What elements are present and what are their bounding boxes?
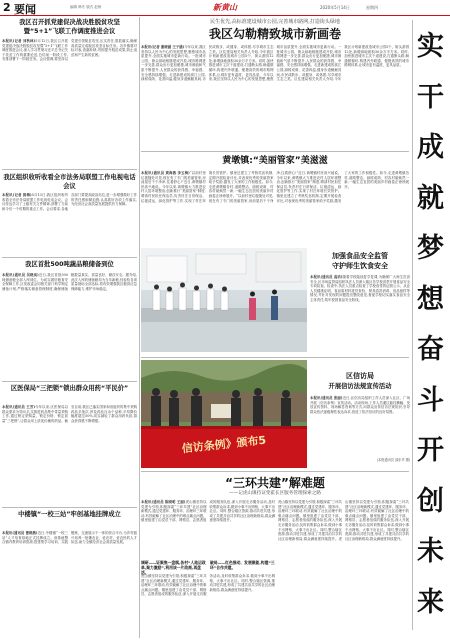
left-column <box>2 17 137 638</box>
slogan-char: 未 <box>417 536 444 568</box>
issue-date: 2020年5月14日 <box>320 5 350 10</box>
food-headline-1: 加强食品安全监管 <box>332 252 388 260</box>
slogan-char: 就 <box>417 182 444 214</box>
vertical-slogan <box>412 20 448 630</box>
slogan-char: 创 <box>417 485 444 517</box>
story-3-body: 本报讯(通讯员 吴晓岚)近日,我区首批500吨储备粮全部入库到位。为切实做好粮食安全保障工作,区发改委会同相关部门科学制定储备计划,严格落实储备管理制度,确保储备粮数量真实、质量良好、储存安全。据介绍,此次入库的储备粮均为当年新粮,经检验各项质量指标全部达标,将有效增强我区粮食应急保障能力,维护市场稳定。 <box>2 273 137 291</box>
bottom-body-right: 虎山镇坚持以党建为引领,积极探索“三环共建”社区治理新模式,通过党建环、服务环、治理环三环联动,有效破解了社区治理中的难点痛点问题。镇里组建了由党员干部、网格员、志愿者组成的服务队伍,深入开展走访服务活动,及时收集群众诉求,做到小事不出网格、大事不出社区。同时,整合辖区资源,推动共驻共建,形成了共建共治共享的社区治理新格局,群众满意度持续提升。虎山镇坚持以党建为引领,积极探索“三环共建”社区治理新模式,通过党建环、服务环、治理环三环联动,有效破解了社区治理中的难点痛点问题。镇里组建了由党员干部、网格员、志愿者组成的服务队伍,深入开展走访服务活动,及时收集群众诉求,做到小事不出网格、大事不出社区。同时,整合辖区资源,推动共驻共建,形成了共建共治共享的社区治理新格局,群众满意度持续提升。 <box>278 500 409 541</box>
section-title: 要闻 <box>14 3 36 16</box>
slogan-char: 来 <box>417 586 444 618</box>
visit-photo-credit: (本报通讯员 邵东华 摄) <box>376 458 410 462</box>
food-headline-2: 守护师生饮食安全 <box>332 262 388 270</box>
food-body: 本报讯(通讯员 高洁)随着学校陆续复学复课,为确保广大师生饮食安全,区市场监管局组织执法人员深入辖区各学校食堂开展食品安全专项检查。检查中,执法人员重点检查了学校食堂的证照公示、从业人员健康证明、食品原材料进货查验、餐具清洗消毒、食品留样等情况,并针对发现的问题提出整改意见,督促学校切实落实食品安全主体责任,筑牢校园食品安全防线。 <box>310 275 411 302</box>
slogan-char: 成 <box>417 132 444 164</box>
bottom-headline: “三环共建”解难题 <box>225 476 325 490</box>
slogan-char: 梦 <box>417 233 444 265</box>
slogan-char: 开 <box>417 435 444 467</box>
lead-headline: 我区勾勒精致城市新画卷 <box>208 27 341 41</box>
story-4-headline: 区医保局“三把锁”锁出群众用药“平民价” <box>10 385 129 392</box>
story-5-body: 本报讯(通讯员 曹晓燕)近日,中楼镇“一校三站”人才培育基地正式挂牌成立。该基地整合镇内教育培训资源,搭建集学习培训、实践锻炼、交流展示于一体的综合平台,为乡村振兴培养一批懂农业、爱农村、爱农民的人才队伍,助力全镇经济社会高质量发展。 <box>2 531 137 545</box>
visit-headline-1: 区信访局 <box>346 372 374 380</box>
bottom-subheadline: ——记虎山镇持证变霍长区服务管理探索之路 <box>229 491 321 496</box>
lead-kicker: 民生优先,高标准建设城市公园,完善城市路网,打造街头绿地 <box>210 19 340 25</box>
page-number: 2 <box>3 1 11 14</box>
photo-petition-campaign <box>141 360 307 468</box>
story-2-headline: 我区组织收听收看全市法务局联盟工作电视电话会议 <box>3 174 136 190</box>
editors: 编辑 韩冬 版式 赵杨 <box>70 5 102 9</box>
masthead <box>0 0 450 16</box>
banner-text: 信访条例》颁布5 <box>181 433 267 456</box>
visit-body: 本报讯(通讯员 张丽)近日,区信访局组织工作人员深入社区、广场开展《信访条例》宣传活动。活动现场,工作人员通过悬挂横幅、发放宣传资料、现场解答咨询等方式,向群众宣传信访法规知识,引导群众依法逐级理性表达诉求,营造了依法信访的良好氛围。 <box>310 396 411 414</box>
slogan-char: 实 <box>417 31 444 62</box>
bottom-body-lower: 虎山镇坚持以党建为引领,积极探索“三环共建”社区治理新模式,通过党建环、服务环、治理环三环联动,有效破解了社区治理中的难点痛点问题。镇里组建了由党员干部、网格员、志愿者组成的服务队伍,深入开展走访服务活动,及时收集群众诉求,做到小事不出网格、大事不出社区。同时,整合辖区资源,推动共驻共建,形成了共建共治共享的社区治理新格局,群众满意度持续提升。 <box>141 574 275 597</box>
story-4-body: 本报讯(通讯员 王芳)今年以来,区医保局以群众需求为导向,扎实推进药品集中带量采购工作,通过锁定采购量、锁定价格、锁定质量“三把锁”,让群众用上质优价廉的药品。截至目前,我区已落实国家和省组织的集中采购药品多批次,涉及药品百余个品种,平均降价幅度超过50%,切实减轻了群众用药负担,群众获得感不断增强。 <box>2 405 137 423</box>
slogan-char: 奋 <box>417 334 444 366</box>
story-1-body: 本报讯(记者 刘秋林)5月12日,我区召开抓党建促决战决胜脱贫攻坚暨“5+1”飞联工作调度推进会议,深入学习贯彻习近平总书记关于扶贫工作的重要论述,总结前一阶段工作,安排部署下一阶段任务。会议强调,要坚持以党建引领脱贫攻坚,压实责任,狠抓落实,确保高质量完成脱贫攻坚目标任务。各乡镇要对标对表,查漏补缺,巩固提升脱贫成果,防止返贫和产生新的贫困。 <box>2 39 137 62</box>
story-5-headline: 中楼镇“一校三站”牢创基地挂牌成立 <box>18 511 121 518</box>
bottom-quote-2: 破局——红色推动、发展聚能,构建“三环”合作共建。 <box>210 560 275 570</box>
bottom-body-left: 本报讯(通讯员 陈晓明 王丽)虎山镇坚持以党建为引领,积极探索“三环共建”社区治理新模式,通过党建环、服务环、治理环三环联动,有效破解了社区治理中的难点痛点问题。镇里组建了由党员干部、网格员、志愿者组成的服务队伍,深入开展走访服务活动,及时收集群众诉求,做到小事不出网格、大事不出社区。同时,整合辖区资源,推动共驻共建,形成了共建共治共享的社区治理新格局,群众满意度持续提升。 <box>141 500 275 523</box>
story-1-headline: 我区召开抓党建促决战决胜脱贫攻坚暨“5+1”飞联工作调度推进会议 <box>19 19 120 35</box>
lead-body: 本报讯(记者 谢晓涵 王子涵)今年以来,我区坚持以人民为中心的发展思想,聚焦城市品质提升,全面实施城市更新行动。一批城市公园、街头绿地相继建成开放,城市路网进一步完善,群众出行更加便捷,城市颜值和气质不断提升,人民群众的获得感、幸福感、安全感持续增强。走进新建成的滨江公园,绿树成荫、花香四溢,健身步道蜿蜒其间,市民或散步、或健身、或休憩,尽享城市生态之美。区住建局相关负责人介绍,今年我区计划新建改造城市公园5个、街头游园12处,新增绿地面积30余万平方米。同时,加快推进城市主次干道建设,打通断头路,畅通微循环,构建内外联通、便捷高效的城市路网体系,让城市更有温度、更具品质。今年以来,我区坚持以人民为中心的发展思想,聚焦城市品质提升,全面实施城市更新行动。一批城市公园、街头绿地相继建成开放,城市路网进一步完善,群众出行更加便捷,城市颜值和气质不断提升,人民群众的获得感、幸福感、安全感持续增强。走进新建成的滨江公园,绿树成荫、花香四溢,健身步道蜿蜒其间,市民或散步、或健身、或休憩,尽享城市生态之美。区住建局相关负责人介绍,今年我区计划新建改造城市公园5个、街头游园12处,新增绿地面积30余万平方米。同时,加快推进城市主次干道建设,打通断头路,畅通微循环,构建内外联通、便捷高效的城市路网体系,让城市更有温度、更具品质。 <box>141 45 409 82</box>
photo-food-inspection <box>141 248 307 352</box>
slogan-char: 斗 <box>417 384 444 416</box>
story-3-headline: 我区首批500吨蔬品粮储备到位 <box>25 261 114 268</box>
story-2-body: 本报讯(记者 郭梅)5月13日,我区组织收听收看全市法务局联盟工作电视电话会议。会议传达学习了上级有关文件精神,部署了当前和今后一个时期的重点工作。会议要求,各地各部门要提高政治站位,进一步增强做好工作的责任感和紧迫感,认真抓好各项工作落实,为经济社会高质量发展提供有力保障。 <box>2 193 137 211</box>
issue-weekday: 星期四 <box>366 5 378 10</box>
slogan-char: 想 <box>417 283 444 315</box>
bottom-quote-1: 调研——证聚焦一盘棋,各村“人地运政单,聚力激励”,利用该一片政商,再盘活。 <box>141 560 206 575</box>
middle-headline: 黄墩镇:“美丽管家”美滋滋 <box>222 156 328 166</box>
slogan-char: 干 <box>417 81 444 113</box>
food-inspection-illustration <box>141 248 307 352</box>
visit-headline-2: 开展信访法规宣传活动 <box>328 383 392 390</box>
middle-body: 本报讯(通讯员 黄海燕 李玉梅)“以前村里垃圾随处可见,现在有了专门的美丽管家,房前屋后干干净净,住着舒心!”近日,黄墩镇村民高兴地说。今年以来,黄墩镇大力推进农村人居环境整治,创新推行“美丽管家”制度,聘请村民担任保洁员,负责村庄日常保洁、垃圾清运、绿化管护等工作,实现了村庄环境长效管护。镇里还建立了考核奖惩机制,定期开展检查评比,对表现优秀的美丽管家给予奖励,激发了大家的工作积极性。如今,走进黄墩镇各村,道路整洁、绿树成荫、村容村貌焕然一新,一幅生态宜居的美丽乡村画卷正徐徐展开。“以前村里垃圾随处可见,现在有了专门的美丽管家,房前屋后干干净净,住着舒心!”近日,黄墩镇村民高兴地说。今年以来,黄墩镇大力推进农村人居环境整治,创新推行“美丽管家”制度,聘请村民担任保洁员,负责村庄日常保洁、垃圾清运、绿化管护等工作,实现了村庄环境长效管护。镇里还建立了考核奖惩机制,定期开展检查评比,对表现优秀的美丽管家给予奖励,激发了大家的工作积极性。如今,走进黄墩镇各村,道路整洁、绿树成荫、村容村貌焕然一新,一幅生态宜居的美丽乡村画卷正徐徐展开。 <box>141 171 409 203</box>
paper-logo: 新黄山 <box>213 2 237 12</box>
